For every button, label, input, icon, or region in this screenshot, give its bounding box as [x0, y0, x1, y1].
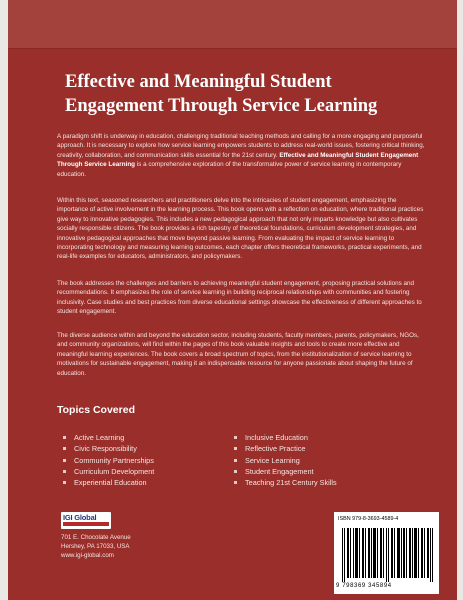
topic-item: Student Engagement: [233, 466, 337, 477]
paragraph-1-book-title: Effective and Meaningful Student Engagement Through Service Learning: [57, 151, 419, 169]
topic-item: Active Learning: [62, 432, 154, 443]
description-paragraph-1: [57, 132, 429, 179]
isbn-number: ISBN 979-8-3693-4589-4: [338, 516, 399, 522]
topic-item: Community Partnerships: [62, 455, 154, 466]
book-title: [65, 70, 445, 118]
topic-item: Reflective Practice: [233, 443, 337, 454]
topic-item: Experiential Education: [62, 477, 154, 488]
publisher-website: www.igi-global.com: [61, 551, 114, 559]
paragraph-1-text-a: A paradigm shift is underway in education, challenging traditional teaching methods and calling for a more engaging and purposeful approach. It is necessary to explore how service learning empowers students to address real-world issues, fostering critical thinking, creativity, collaboration, and communication skills essential for the 21st century.: [57, 133, 425, 159]
topics-list-left: [62, 432, 154, 488]
description-paragraph-3: The book addresses the challenges and barriers to achieving meaningful student engagement, proposing practical solutions and recommendations. It emphasizes the role of service learning in building reciprocal relationships with communities and fostering inclusivity. Case studies and best practices from diverse educational settings showcase the effectiveness of different approaches to student engagement.: [57, 280, 422, 316]
barcode-icon: [342, 528, 434, 582]
topics-heading: Topics Covered: [57, 404, 135, 416]
description-paragraph-4: The diverse audience within and beyond the education sector, including students, faculty members, parents, policymakers, NGOs, and community organizations, will find within the pages of this book valuable insights and tools to create more effective and meaningful learning experiences. The book covers a broad spectrum of topics, from the institutionalization of service learning to motivations for sustainable engagement, making it an indispensable resource for anyone passionate about shaping the future of education.: [57, 332, 419, 377]
isbn-barcode-box: [334, 512, 439, 594]
publisher-logo-text: IGI Global: [63, 513, 97, 522]
topic-item: Civic Responsibility: [62, 443, 154, 454]
publisher-address: [61, 534, 131, 560]
title-line-1: Effective and Meaningful Student: [65, 72, 332, 92]
description-paragraph-2: Within this text, seasoned researchers and practitioners delve into the intricacies of student engagement, emphasizing the importance of active involvement in the learning process. This book opens with a reflection on education, where traditional practices give way to innovative pedagogies. This includes a new pedagogical approach that not only imparts knowledge but also cultivates socially responsible citizens. The book provides a rich tapestry of theoretical foundations, curriculum development strategies, and innovative pedagogical approaches that move beyond passive learning. From evaluating the impact of service learning to incorporating technology and measuring learning outcomes, each chapter offers theoretical frameworks, practical experiments, and real-life examples for educators, administrators, and policymakers.: [57, 197, 424, 261]
topic-item: Curriculum Development: [62, 466, 154, 477]
topic-item: Service Learning: [233, 455, 337, 466]
paragraph-1-text-b: is a comprehensive exploration of the transformative power of service learning in contemporary education.: [57, 161, 402, 178]
publisher-logo-tagline-bar: [63, 522, 109, 526]
topic-item: Teaching 21st Century Skills: [233, 477, 337, 488]
topic-item: Inclusive Education: [233, 432, 337, 443]
address-line-2: Hershey, PA 17033, USA: [61, 542, 130, 550]
barcode-digits: 9 798369 345894: [336, 583, 392, 589]
topics-list-right: [233, 432, 337, 488]
title-line-2: Engagement Through Service Learning: [65, 96, 378, 116]
cover-top-band: [8, 0, 457, 49]
address-line-1: 701 E. Chocolate Avenue: [61, 534, 131, 541]
publisher-logo: [61, 512, 111, 529]
